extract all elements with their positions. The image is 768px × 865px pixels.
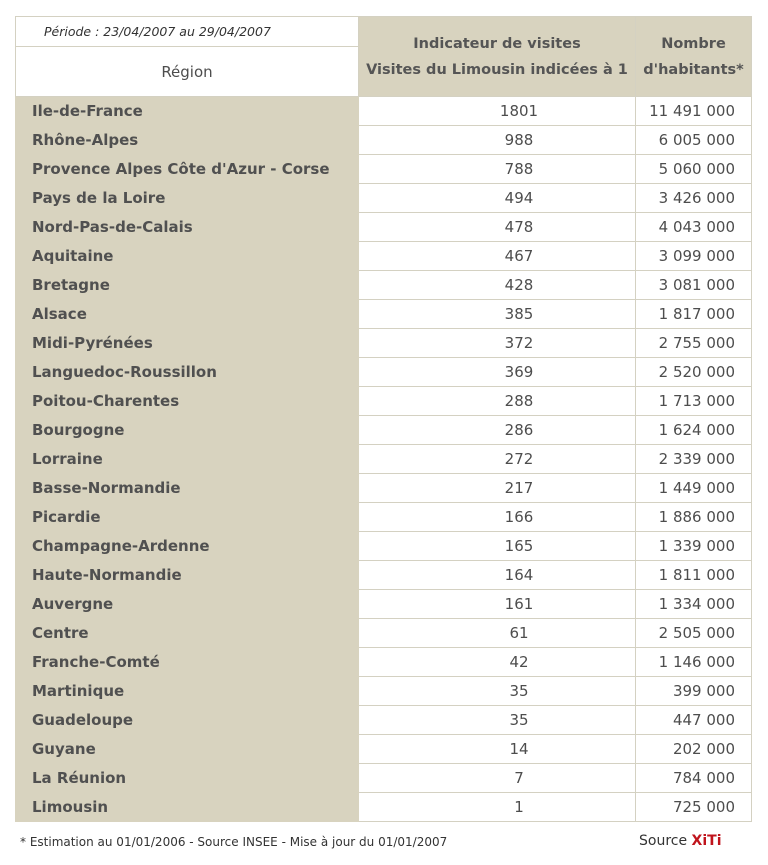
region-cell: Martinique — [16, 677, 359, 706]
footnote: * Estimation au 01/01/2006 - Source INSEE - Mise à jour du 01/01/2007 — [20, 835, 448, 849]
visits-cell: 478 — [359, 213, 636, 242]
visits-cell: 288 — [359, 387, 636, 416]
population-cell: 1 334 000 — [636, 590, 752, 619]
region-cell: Poitou-Charentes — [16, 387, 359, 416]
source-credit — [639, 833, 722, 849]
visits-cell: 7 — [359, 764, 636, 793]
visits-cell: 286 — [359, 416, 636, 445]
table-row — [16, 474, 752, 503]
visits-cell: 161 — [359, 590, 636, 619]
visits-table — [15, 16, 752, 822]
population-cell: 4 043 000 — [636, 213, 752, 242]
visits-cell: 1 — [359, 793, 636, 822]
visits-cell: 428 — [359, 271, 636, 300]
population-header-line1: Nombre — [661, 35, 726, 52]
region-cell: Guadeloupe — [16, 706, 359, 735]
region-cell: Midi-Pyrénées — [16, 329, 359, 358]
table-row — [16, 271, 752, 300]
region-cell: Auvergne — [16, 590, 359, 619]
table-row — [16, 793, 752, 822]
population-cell: 725 000 — [636, 793, 752, 822]
population-cell: 1 817 000 — [636, 300, 752, 329]
population-cell: 1 146 000 — [636, 648, 752, 677]
table-row — [16, 561, 752, 590]
visits-cell: 369 — [359, 358, 636, 387]
visits-cell: 166 — [359, 503, 636, 532]
visits-cell: 14 — [359, 735, 636, 764]
population-cell: 1 339 000 — [636, 532, 752, 561]
population-cell: 1 811 000 — [636, 561, 752, 590]
region-cell: Bourgogne — [16, 416, 359, 445]
region-cell: Haute-Normandie — [16, 561, 359, 590]
population-cell: 3 099 000 — [636, 242, 752, 271]
region-cell: Guyane — [16, 735, 359, 764]
region-column-header: Région — [16, 47, 359, 97]
table-row — [16, 300, 752, 329]
population-cell: 1 886 000 — [636, 503, 752, 532]
region-cell: Alsace — [16, 300, 359, 329]
visits-column-header — [359, 17, 636, 97]
visits-cell: 217 — [359, 474, 636, 503]
table-row — [16, 242, 752, 271]
table-row — [16, 213, 752, 242]
population-cell: 3 081 000 — [636, 271, 752, 300]
region-cell: Bretagne — [16, 271, 359, 300]
region-cell: Limousin — [16, 793, 359, 822]
region-cell: Aquitaine — [16, 242, 359, 271]
population-header-line2: d'habitants* — [643, 61, 744, 78]
population-cell: 2 339 000 — [636, 445, 752, 474]
region-cell: Champagne-Ardenne — [16, 532, 359, 561]
population-cell: 6 005 000 — [636, 126, 752, 155]
table-row — [16, 648, 752, 677]
table-row — [16, 126, 752, 155]
visits-cell: 165 — [359, 532, 636, 561]
table-row — [16, 155, 752, 184]
population-column-header — [636, 17, 752, 97]
region-cell: Lorraine — [16, 445, 359, 474]
visits-cell: 494 — [359, 184, 636, 213]
population-cell: 1 624 000 — [636, 416, 752, 445]
region-cell: La Réunion — [16, 764, 359, 793]
region-cell: Ile-de-France — [16, 97, 359, 126]
table-row — [16, 329, 752, 358]
region-cell: Provence Alpes Côte d'Azur - Corse — [16, 155, 359, 184]
region-cell: Rhône-Alpes — [16, 126, 359, 155]
population-cell: 5 060 000 — [636, 155, 752, 184]
population-cell: 11 491 000 — [636, 97, 752, 126]
population-cell: 1 449 000 — [636, 474, 752, 503]
table-row — [16, 706, 752, 735]
region-cell: Nord-Pas-de-Calais — [16, 213, 359, 242]
table-row — [16, 97, 752, 126]
visits-header-line2: Visites du Limousin indicées à 1 — [366, 61, 628, 78]
population-cell: 202 000 — [636, 735, 752, 764]
period-label: Période : 23/04/2007 au 29/04/2007 — [16, 17, 359, 47]
population-cell: 3 426 000 — [636, 184, 752, 213]
table-row — [16, 764, 752, 793]
visits-cell: 35 — [359, 706, 636, 735]
table-row — [16, 590, 752, 619]
table-row — [16, 184, 752, 213]
visits-cell: 988 — [359, 126, 636, 155]
visits-cell: 385 — [359, 300, 636, 329]
visits-cell: 272 — [359, 445, 636, 474]
population-cell: 2 755 000 — [636, 329, 752, 358]
population-cell: 399 000 — [636, 677, 752, 706]
table-row — [16, 503, 752, 532]
population-cell: 784 000 — [636, 764, 752, 793]
table-body — [16, 97, 752, 822]
table-row — [16, 358, 752, 387]
visits-cell: 164 — [359, 561, 636, 590]
visits-header-line1: Indicateur de visites — [413, 35, 581, 52]
visits-cell: 35 — [359, 677, 636, 706]
region-cell: Languedoc-Roussillon — [16, 358, 359, 387]
region-cell: Franche-Comté — [16, 648, 359, 677]
table-row — [16, 416, 752, 445]
region-cell: Centre — [16, 619, 359, 648]
population-cell: 2 505 000 — [636, 619, 752, 648]
table-row — [16, 387, 752, 416]
population-cell: 1 713 000 — [636, 387, 752, 416]
visits-cell: 372 — [359, 329, 636, 358]
visits-cell: 61 — [359, 619, 636, 648]
table-row — [16, 619, 752, 648]
source-brand: XiTi — [691, 833, 722, 849]
source-label: Source — [639, 833, 688, 849]
visits-cell: 788 — [359, 155, 636, 184]
table-row — [16, 532, 752, 561]
region-cell: Basse-Normandie — [16, 474, 359, 503]
table-row — [16, 445, 752, 474]
population-cell: 447 000 — [636, 706, 752, 735]
region-cell: Picardie — [16, 503, 359, 532]
table-row — [16, 735, 752, 764]
table-row — [16, 677, 752, 706]
visits-cell: 1801 — [359, 97, 636, 126]
visits-cell: 467 — [359, 242, 636, 271]
population-cell: 2 520 000 — [636, 358, 752, 387]
region-cell: Pays de la Loire — [16, 184, 359, 213]
visits-cell: 42 — [359, 648, 636, 677]
